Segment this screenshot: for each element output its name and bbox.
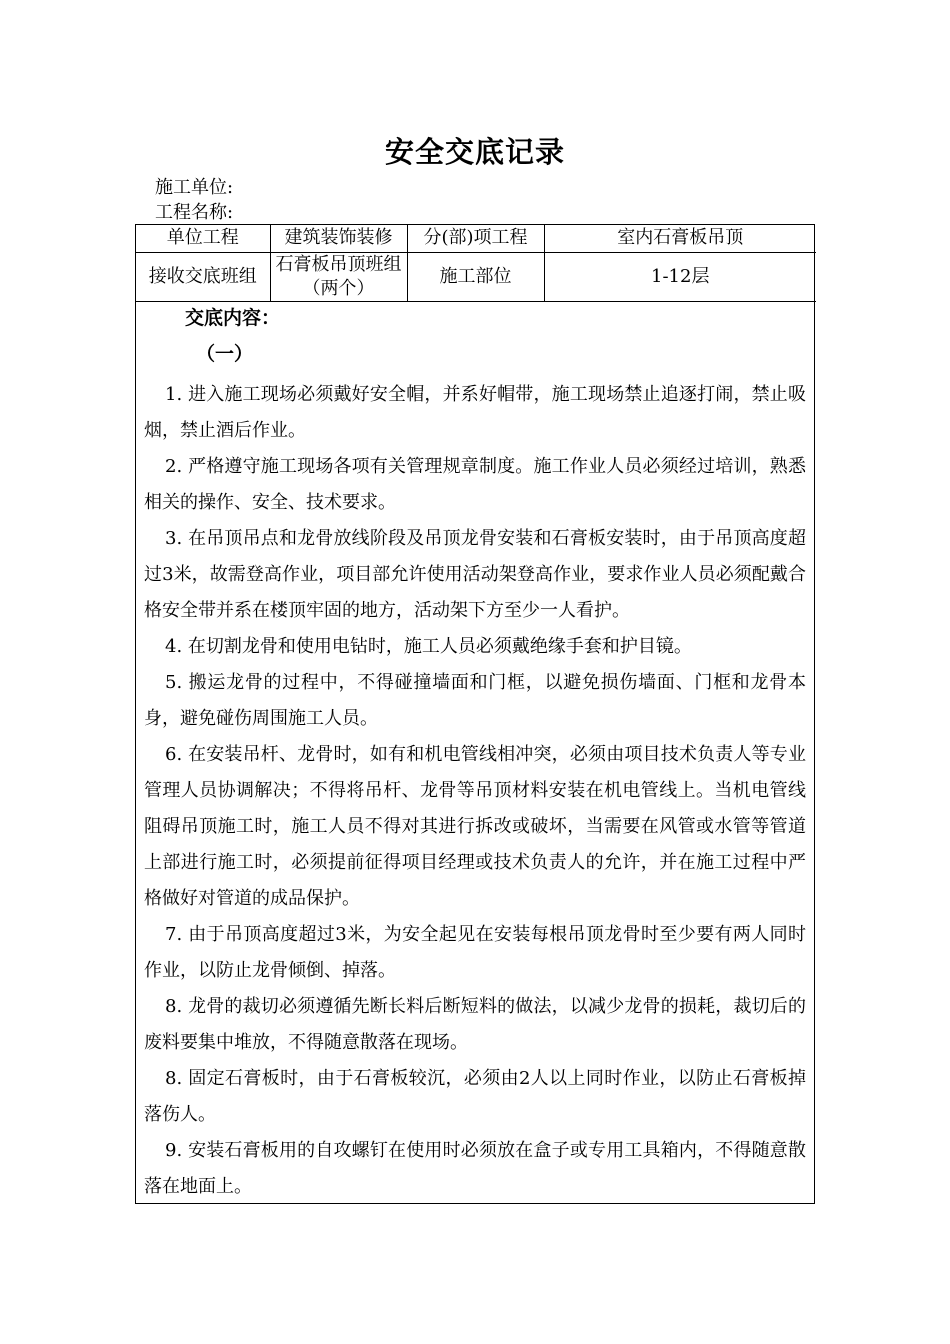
list-item: 9. 安装石膏板用的自攻螺钉在使用时必须放在盒子或专用工具箱内，不得随意散落在地面上。 — [144, 1139, 806, 1197]
item-list — [144, 377, 806, 1205]
list-item: 6. 在安装吊杆、龙骨时，如有和机电管线相冲突，必须由项目技术负责人等专业管理人员协调解决；不得将吊杆、龙骨等吊顶材料安装在机电管线上。当机电管线阻碍吊顶施工时，施工人员不得对其进行拆改或破坏，当需要在风管或水管等管道上部进行施工时，必须提前征得项目经理或技术负责人的允许，并在施工过程中严格做好对管道的成品保护。 — [144, 743, 806, 909]
list-item: 5. 搬运龙骨的过程中，不得碰撞墙面和门框，以避免损伤墙面、门框和龙骨本身，避免碰伤周围施工人员。 — [144, 671, 806, 729]
unit-project-label: 单位工程 — [136, 225, 270, 252]
list-item: 4. 在切割龙骨和使用电钻时，施工人员必须戴绝缘手套和护目镜。 — [165, 635, 692, 657]
sub-project-label: 分(部)项工程 — [407, 225, 544, 252]
record-sheet — [135, 224, 815, 1204]
receiving-team-value: 石膏板吊顶班组（两个） — [270, 252, 407, 301]
briefing-content — [136, 305, 814, 1205]
list-item: 1. 进入施工现场必须戴好安全帽，并系好帽带，施工现场禁止追逐打闹，禁止吸烟，禁止酒后作业。 — [144, 383, 806, 441]
construction-location-label: 施工部位 — [407, 252, 544, 301]
unit-project-value: 建筑装饰装修 — [270, 225, 407, 252]
section-heading: （一） — [196, 342, 254, 365]
list-item: 7. 由于吊顶高度超过3米，为安全起见在安装每根吊顶龙骨时至少要有两人同时作业，以防止龙骨倾倒、掉落。 — [144, 923, 806, 981]
info-row-2 — [136, 252, 816, 301]
sub-project-value: 室内石膏板吊顶 — [544, 225, 816, 252]
info-row-1 — [136, 225, 816, 252]
info-table — [136, 225, 816, 302]
content-heading: 交底内容： — [185, 306, 281, 329]
receiving-team-label: 接收交底班组 — [136, 252, 270, 301]
page-title: 安全交底记录 — [384, 135, 565, 169]
list-item: 2. 严格遵守施工现场各项有关管理规章制度。施工作业人员必须经过培训，熟悉相关的操作、安全、技术要求。 — [144, 455, 806, 513]
list-item: 8. 固定石膏板时，由于石膏板较沉，必须由2人以上同时作业，以防止石膏板掉落伤人。 — [144, 1067, 806, 1125]
construction-unit-label: 施工单位: — [155, 177, 234, 198]
list-item: 8. 龙骨的裁切必须遵循先断长料后断短料的做法，以减少龙骨的损耗，裁切后的废料要集中堆放，不得随意散落在现场。 — [144, 995, 806, 1053]
list-item: 3. 在吊顶吊点和龙骨放线阶段及吊顶龙骨安装和石膏板安装时，由于吊顶高度超过3米，故需登高作业，项目部允许使用活动架登高作业，要求作业人员必须配戴合格安全带并系在楼顶牢固的地方，活动架下方至少一人看护。 — [144, 527, 806, 621]
construction-location-value: 1-12层 — [544, 252, 816, 301]
project-name-label: 工程名称: — [155, 202, 234, 223]
